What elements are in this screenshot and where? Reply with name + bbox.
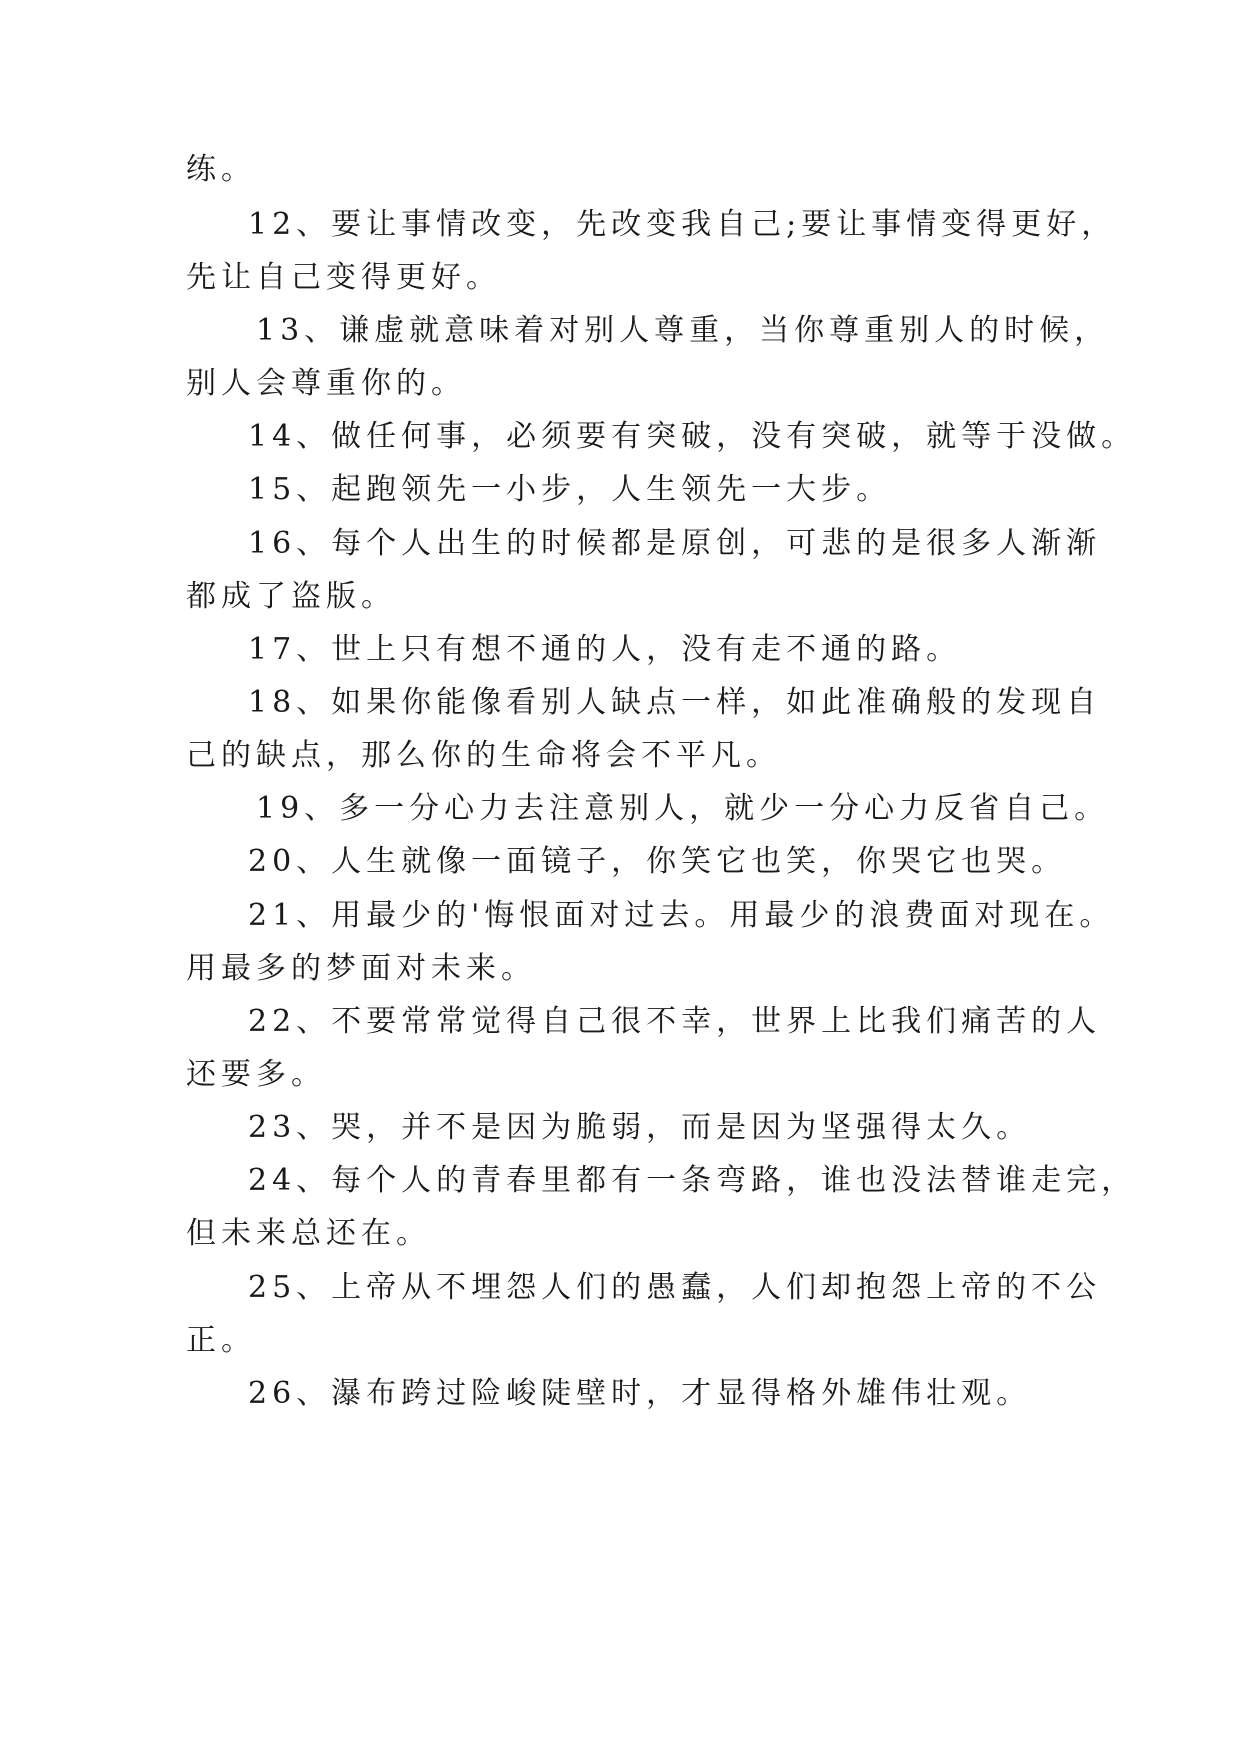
text-line: 12、要让事情改变，先改变我自己;要让事情变得更好， xyxy=(248,207,1117,242)
text-line: 用最多的梦面对未来。 xyxy=(186,951,536,986)
text-line: 己的缺点，那么你的生命将会不平凡。 xyxy=(186,738,781,773)
text-line: 都成了盗版。 xyxy=(186,579,396,614)
text-line: 别人会尊重你的。 xyxy=(186,366,466,401)
text-line: 23、哭，并不是因为脆弱，而是因为坚强得太久。 xyxy=(248,1110,1032,1145)
text-line: 13、谦虚就意味着对别人尊重，当你尊重别人的时候， xyxy=(256,313,1110,348)
text-line: 26、瀑布跨过险峻陡壁时，才显得格外雄伟壮观。 xyxy=(248,1376,1032,1411)
text-line: 21、用最少的'悔恨面对过去。用最少的浪费面对现在。 xyxy=(248,898,1115,933)
text-line: 练。 xyxy=(186,152,256,187)
text-line: 14、做任何事，必须要有突破，没有突破，就等于没做。 xyxy=(248,419,1137,454)
text-line: 先让自己变得更好。 xyxy=(186,260,501,295)
text-line: 22、不要常常觉得自己很不幸，世界上比我们痛苦的人 xyxy=(248,1004,1102,1039)
text-line: 还要多。 xyxy=(186,1057,326,1092)
text-line: 16、每个人出生的时候都是原创，可悲的是很多人渐渐 xyxy=(248,526,1102,561)
text-line: 但未来总还在。 xyxy=(186,1216,431,1251)
text-line: 15、起跑领先一小步，人生领先一大步。 xyxy=(248,472,892,507)
text-line: 正。 xyxy=(186,1323,256,1358)
text-line: 17、世上只有想不通的人，没有走不通的路。 xyxy=(248,632,962,667)
text-line: 24、每个人的青春里都有一条弯路，谁也没法替谁走完， xyxy=(248,1163,1137,1198)
text-line: 20、人生就像一面镜子，你笑它也笑，你哭它也哭。 xyxy=(248,844,1067,879)
text-line: 25、上帝从不埋怨人们的愚蠢，人们却抱怨上帝的不公 xyxy=(248,1270,1102,1305)
text-line: 18、如果你能像看别人缺点一样，如此准确般的发现自 xyxy=(248,685,1102,720)
text-line: 19、多一分心力去注意别人，就少一分心力反省自己。 xyxy=(256,791,1110,826)
